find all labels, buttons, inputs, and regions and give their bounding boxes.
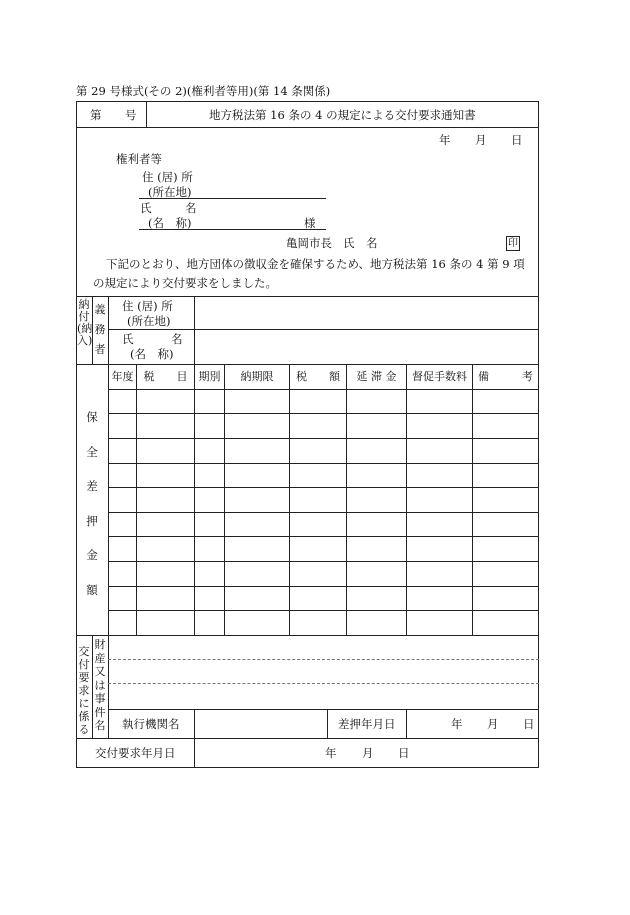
obligor-name-label-1: 氏	[122, 332, 134, 346]
issuer-name-label-1: 氏	[343, 236, 355, 250]
col-header-reminder-fee: 督促手数料	[412, 370, 467, 383]
property-side-label-col1: 交付要求に係る	[78, 645, 90, 736]
col-header-due-date: 納期限	[240, 370, 274, 383]
col-header-tax-item: 税 目	[143, 370, 188, 383]
enforcement-agency-label: 執行機関名	[122, 717, 180, 731]
obligor-side-label-col2: 義務者	[94, 303, 106, 356]
request-month: 月	[362, 746, 374, 760]
form-title: 地方税法第 16 条の 4 の規定による交付要求通知書	[209, 108, 476, 122]
recipient-name-sub: (名 称)	[148, 216, 192, 230]
obligor-side-label-col1: 納付(納入)	[77, 298, 93, 347]
col-header-late-charge: 延 滞 金	[356, 370, 397, 383]
request-day: 日	[398, 746, 410, 760]
request-year: 年	[325, 746, 337, 760]
property-side-label-col2: 財産又は事件名	[94, 638, 106, 732]
recipient-address-label: 住 (居) 所	[142, 170, 193, 184]
col-header-remarks: 備 考	[478, 370, 533, 383]
request-date-label: 交付要求年月日	[95, 746, 176, 760]
seizure-day: 日	[523, 717, 535, 731]
seizure-year: 年	[451, 717, 463, 731]
recipient-name-label-1: 氏	[140, 201, 152, 215]
seizure-side-label: 保全差押金額	[86, 410, 98, 597]
recipient-honorific: 様	[304, 216, 316, 230]
col-header-fiscal-year: 年度	[111, 370, 134, 383]
recipient-heading: 権利者等	[116, 152, 162, 166]
seal-box: 印	[508, 238, 518, 249]
col-header-period: 期別	[198, 370, 221, 383]
issuer-title: 亀岡市長	[286, 236, 332, 250]
number-label-2: 号	[125, 108, 137, 122]
obligor-address-label: 住 (居) 所	[122, 299, 173, 313]
recipient-address-sub: (所在地)	[148, 185, 192, 199]
notice-day: 日	[511, 133, 523, 147]
col-header-tax-amount: 税 額	[296, 370, 340, 383]
obligor-name-label-2: 名	[171, 332, 183, 346]
recipient-name-label-2: 名	[185, 201, 197, 215]
form-number: 第 29 号様式(その 2)(権利者等用)(第 14 条関係)	[76, 84, 331, 98]
body-text-line-1: 下記のとおり、地方団体の徴収金を確保するため、地方税法第 16 条の 4 第 9 項	[106, 257, 525, 271]
issuer-name-label-2: 名	[366, 236, 378, 250]
number-label-1: 第	[90, 108, 102, 122]
seizure-date-label: 差押年月日	[338, 717, 396, 731]
notice-year: 年	[439, 133, 451, 147]
obligor-name-sub: (名 称)	[130, 347, 174, 361]
obligor-address-sub: (所在地)	[127, 314, 171, 328]
seizure-month: 月	[487, 717, 499, 731]
body-text-line-2: の規定により交付要求をしました。	[93, 276, 277, 290]
notice-month: 月	[475, 133, 487, 147]
